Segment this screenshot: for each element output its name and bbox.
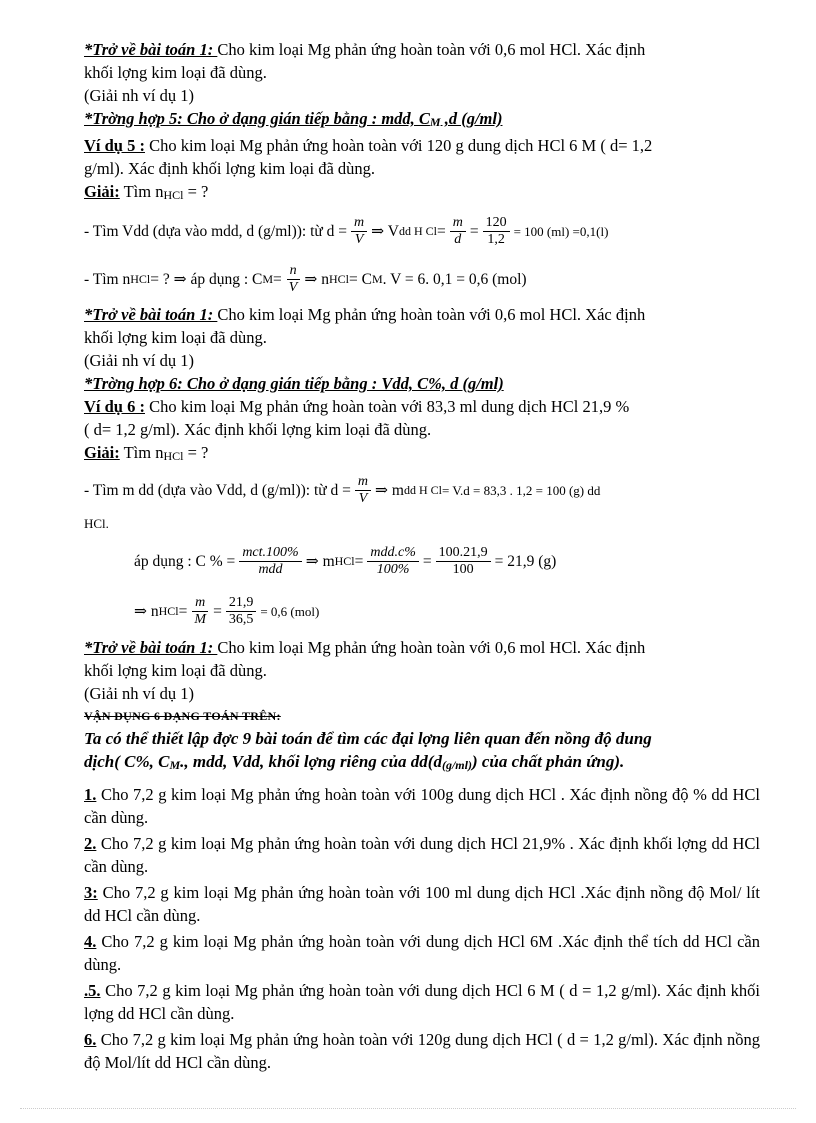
formula-c-percent: áp dụng : C % = $\frac{\text{mct.100\%}}{\text{mdd}}$ ⇒ m HCl = $\frac{\text{mdd.c\%}}{100\%}$ = $\frac{100.21,9}{100}$ = 21,9 (g) (134, 544, 557, 577)
solve-note: (Giải nh ví dụ 1) (84, 351, 194, 370)
exercise-item: 4. Cho 7,2 g kim loại Mg phản ứng hoàn toàn với dung dịch HCl 6M .Xác định thể tích dd HCl cần dùng. (84, 932, 760, 974)
back-text-cont: khối lợng kim loại đã dùng. (84, 63, 267, 82)
case-5-heading: *Trờng hợp 5: Cho ở dạng gián tiếp bằng : mdd, CM ,d (g/ml) (84, 109, 503, 129)
exercise-item: 1. Cho 7,2 g kim loại Mg phản ứng hoàn toàn với 100g dung dịch HCl . Xác định nồng độ % dd HCl cần dùng. (84, 785, 760, 827)
exercise-item: .5. Cho 7,2 g kim loại Mg phản ứng hoàn toàn với dung dịch HCl 6 M ( d = 1,2 g/ml). Xác định khối lợng dd HCl cần dùng. (84, 981, 760, 1023)
apply-intro-cont: dịch( C%, CM., mdd, Vdd, khối lợng riêng của dd(d(g/ml)) của chất phản ứng). (84, 752, 625, 772)
exercise-item: 2. Cho 7,2 g kim loại Mg phản ứng hoàn toàn với dung dịch HCl 21,9% . Xác định khối lợng dd HCl cần dùng. (84, 834, 760, 876)
formula-nhcl: - Tìm n HCl = ? ⇒ áp dụng : C M = $\frac{n}{V}$ ⇒ n HCl = C M . V = 6. 0,1 = 0,6 (mol) (84, 262, 527, 295)
apply-intro: Ta có thể thiết lập đợc 9 bài toán để tìm các đại lợng liên quan đến nồng độ dung (84, 729, 652, 748)
page-bottom-border (20, 1108, 796, 1109)
example-6-cont: ( d= 1,2 g/ml). Xác định khối lợng kim loại đã dùng. (84, 420, 432, 439)
exercise-item: 6. Cho 7,2 g kim loại Mg phản ứng hoàn toàn với 120g dung dịch HCl ( d = 1,2 g/ml). Xác định nồng độ Mol/lít dd HCl cần dùng. (84, 1030, 760, 1072)
formula-mdd-cont: HCl. (84, 516, 109, 531)
formula-vdd: - Tìm Vdd (dựa vào mdd, d (g/ml)): từ d = $\frac{m}{V}$ ⇒ V dd H Cl = $\frac{m}{d}$ = $\frac{120}{1,2}$ = 100 (ml) =0,1(l) (84, 214, 609, 247)
document-page (84, 38, 760, 1074)
back-text: Cho kim loại Mg phản ứng hoàn toàn với 0,6 mol HCl. Xác định (217, 40, 646, 59)
example-6: Ví dụ 6 : Cho kim loại Mg phản ứng hoàn toàn với 83,3 ml dung dịch HCl 21,9 % (84, 397, 630, 416)
back-to-problem-1 (84, 38, 760, 61)
example-5-cont: g/ml). Xác định khối lợng kim loại đã dùng. (84, 159, 376, 178)
back-title: *Trở về bài toán 1: (84, 40, 218, 59)
formula-n-hcl: ⇒ n HCl = $\frac{m}{M}$ = $\frac{21,9}{36,5}$ = 0,6 (mol) (134, 594, 320, 627)
solve-note: (Giải nh ví dụ 1) (84, 86, 194, 105)
solution-6: Giải: Tìm nHCl = ? (84, 443, 209, 463)
solve-note: (Giải nh ví dụ 1) (84, 684, 194, 703)
formula-mdd: - Tìm m dd (dựa vào Vdd, d (g/ml)): từ d = $\frac{m}{V}$ ⇒ m dd H Cl = V.d = 83,3 . 1,2 = 100 (g) dd (84, 473, 601, 506)
back-to-problem-1: *Trở về bài toán 1: Cho kim loại Mg phản ứng hoàn toàn với 0,6 mol HCl. Xác định (84, 305, 646, 324)
apply-heading: VẬN DỤNG 6 DẠNG TOÁN TRÊN: (84, 709, 281, 723)
back-text-cont: khối lợng kim loại đã dùng. (84, 328, 267, 347)
example-5: Ví dụ 5 : Cho kim loại Mg phản ứng hoàn toàn với 120 g dung dịch HCl 6 M ( d= 1,2 (84, 136, 653, 155)
exercise-item: 3: Cho 7,2 g kim loại Mg phản ứng hoàn toàn với 100 ml dung dịch HCl .Xác định nồng độ Mol/ lít dd HCl cần dùng. (84, 883, 760, 925)
back-to-problem-1: *Trở về bài toán 1: Cho kim loại Mg phản ứng hoàn toàn với 0,6 mol HCl. Xác định (84, 638, 646, 657)
back-text-cont: khối lợng kim loại đã dùng. (84, 661, 267, 680)
solution-5: Giải: Tìm nHCl = ? (84, 182, 209, 202)
case-6-heading: *Trờng hợp 6: Cho ở dạng gián tiếp bằng : Vdd, C%, d (g/ml) (84, 374, 504, 393)
